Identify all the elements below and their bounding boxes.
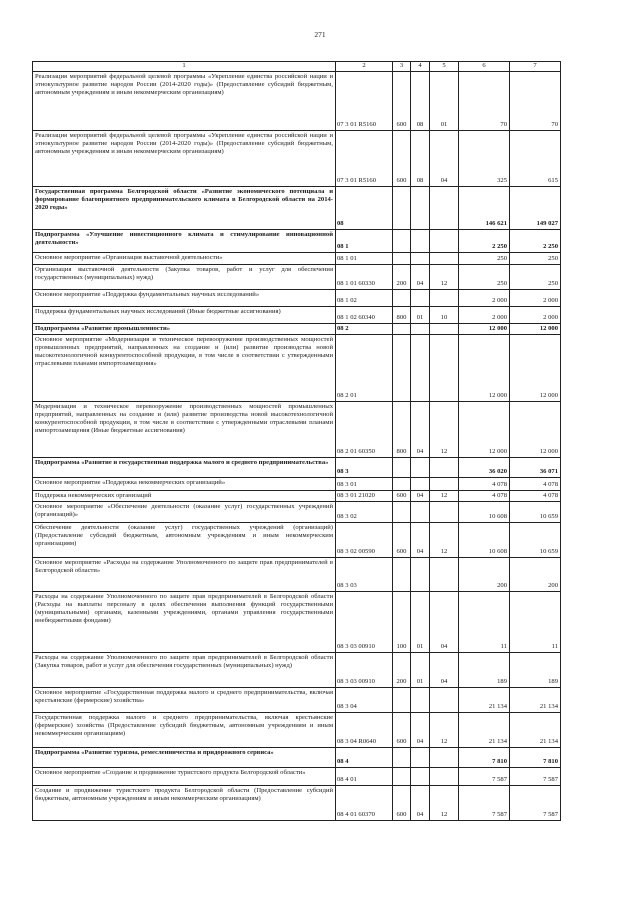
section — [411, 558, 430, 592]
section: 04 — [411, 786, 430, 821]
amount-year-1: 21 134 — [459, 713, 510, 748]
budget-code: 08 1 02 — [336, 290, 393, 307]
budget-code: 07 3 01 R5160 — [336, 72, 393, 131]
row-name: Реализация мероприятий федеральной целевой программы «Укрепление единства российской нации и этнокультурное развитие народов России (2014-2020 годы)» (Предоставление субсидий бюджетным, автономным учреждениям и иным некоммерческим организациям) — [33, 72, 336, 131]
expense-type — [393, 335, 411, 402]
section — [411, 230, 430, 253]
budget-code: 07 3 01 R5160 — [336, 131, 393, 187]
table-row — [33, 592, 561, 653]
amount-year-2: 21 134 — [510, 713, 561, 748]
row-name: Организация выставочной деятельности (Закупка товаров, работ и услуг для обеспечения государственных (муниципальных) нужд) — [33, 265, 336, 290]
subsection — [430, 324, 459, 335]
table-row — [33, 402, 561, 458]
expense-type — [393, 290, 411, 307]
page-number: 271 — [314, 30, 326, 39]
amount-year-2: 12 000 — [510, 402, 561, 458]
budget-code: 08 1 02 60340 — [336, 307, 393, 324]
section: 01 — [411, 653, 430, 688]
amount-year-2: 4 078 — [510, 478, 561, 491]
subsection — [430, 230, 459, 253]
amount-year-2: 189 — [510, 653, 561, 688]
expense-type: 600 — [393, 491, 411, 502]
amount-year-1: 36 020 — [459, 458, 510, 478]
amount-year-1: 2 250 — [459, 230, 510, 253]
subsection: 04 — [430, 653, 459, 688]
amount-year-1: 250 — [459, 265, 510, 290]
expense-type — [393, 502, 411, 523]
table-row — [33, 558, 561, 592]
expense-type — [393, 748, 411, 768]
amount-year-2: 149 027 — [510, 187, 561, 230]
amount-year-2: 2 000 — [510, 307, 561, 324]
section — [411, 253, 430, 265]
subsection — [430, 558, 459, 592]
amount-year-1: 70 — [459, 72, 510, 131]
budget-code: 08 3 — [336, 458, 393, 478]
budget-code: 08 2 01 — [336, 335, 393, 402]
amount-year-2: 2 000 — [510, 290, 561, 307]
table-row — [33, 458, 561, 478]
expense-type — [393, 458, 411, 478]
row-name: Основное мероприятие «Поддержка некоммерческих организаций» — [33, 478, 336, 491]
amount-year-1: 146 621 — [459, 187, 510, 230]
row-name: Подпрограмма «Развитие промышленности» — [33, 324, 336, 335]
amount-year-2: 7 587 — [510, 768, 561, 786]
table-row — [33, 653, 561, 688]
section — [411, 688, 430, 713]
row-name: Реализация мероприятий федеральной целевой программы «Укрепление единства российской нации и этнокультурное развитие народов России (2014-2020 годы)» (Предоставление субсидий бюджетным, автономным учреждениям и иным некоммерческим организациям) — [33, 131, 336, 187]
amount-year-1: 200 — [459, 558, 510, 592]
amount-year-2: 2 250 — [510, 230, 561, 253]
table-row — [33, 187, 561, 230]
row-name: Основное мероприятие «Организация выставочной деятельности» — [33, 253, 336, 265]
section: 01 — [411, 592, 430, 653]
expense-type: 600 — [393, 786, 411, 821]
expense-type — [393, 558, 411, 592]
amount-year-1: 11 — [459, 592, 510, 653]
section — [411, 502, 430, 523]
table-row — [33, 335, 561, 402]
subsection — [430, 688, 459, 713]
amount-year-1: 10 608 — [459, 502, 510, 523]
row-name: Создание и продвижение туристского продукта Белгородской области (Предоставление субсидий бюджетным, автономным учреждениям и иным некоммерческим организациям) — [33, 786, 336, 821]
budget-code: 08 4 — [336, 748, 393, 768]
column-header: 5 — [430, 62, 459, 72]
row-name: Расходы на содержание Уполномоченного по защите прав предпринимателей в Белгородской области (Закупка товаров, работ и услуг для обеспечения государственных (муниципальных) нужд) — [33, 653, 336, 688]
amount-year-1: 12 000 — [459, 335, 510, 402]
subsection: 12 — [430, 786, 459, 821]
amount-year-2: 4 078 — [510, 491, 561, 502]
row-name: Основное мероприятие «Создание и продвижение туристского продукта Белгородской области» — [33, 768, 336, 786]
amount-year-1: 7 587 — [459, 768, 510, 786]
subsection: 04 — [430, 131, 459, 187]
expense-type: 600 — [393, 713, 411, 748]
section — [411, 290, 430, 307]
subsection — [430, 253, 459, 265]
budget-code: 08 3 01 — [336, 478, 393, 491]
subsection: 12 — [430, 402, 459, 458]
amount-year-1: 325 — [459, 131, 510, 187]
subsection — [430, 502, 459, 523]
budget-code: 08 1 — [336, 230, 393, 253]
section: 04 — [411, 523, 430, 558]
subsection: 12 — [430, 713, 459, 748]
column-header: 3 — [393, 62, 411, 72]
table-row — [33, 478, 561, 491]
row-name: Подпрограмма «Развитие и государственная поддержка малого и среднего предпринимательства» — [33, 458, 336, 478]
amount-year-2: 7 587 — [510, 786, 561, 821]
amount-year-2: 21 134 — [510, 688, 561, 713]
section — [411, 748, 430, 768]
subsection: 10 — [430, 307, 459, 324]
row-name: Основное мероприятие «Расходы на содержание Уполномоченного по защите прав предпринимателей в Белгородской области» — [33, 558, 336, 592]
budget-code: 08 3 04 — [336, 688, 393, 713]
subsection: 01 — [430, 72, 459, 131]
section — [411, 478, 430, 491]
table-row — [33, 265, 561, 290]
expense-type: 800 — [393, 307, 411, 324]
subsection: 12 — [430, 523, 459, 558]
row-name: Подпрограмма «Развитие туризма, ремесленничества и придорожного сервиса» — [33, 748, 336, 768]
row-name: Основное мероприятие «Обеспечение деятельности (оказание услуг) государственных учреждений (организаций)» — [33, 502, 336, 523]
section: 01 — [411, 307, 430, 324]
section: 04 — [411, 713, 430, 748]
row-name: Государственная программа Белгородской области «Развитие экономического потенциала и формирование благоприятного предпринимательского климата в Белгородской области на 2014-2020 годы» — [33, 187, 336, 230]
section — [411, 768, 430, 786]
amount-year-2: 36 071 — [510, 458, 561, 478]
expense-type: 600 — [393, 72, 411, 131]
budget-table — [32, 61, 561, 821]
table-row — [33, 688, 561, 713]
row-name: Государственная поддержка малого и среднего предпринимательства, включая крестьянские (фермерские) хозяйства (Предоставление субсидий бюджетным, автономным учреждениям и иным некоммерческим организациям) — [33, 713, 336, 748]
budget-code: 08 4 01 — [336, 768, 393, 786]
row-name: Расходы на содержание Уполномоченного по защите прав предпринимателей в Белгородской области (Расходы на выплаты персоналу в целях обеспечения выполнения функций государственными (муниципальными) органами, казенными учреждениями, органами управления государственными внебюджетными фондами) — [33, 592, 336, 653]
table-row — [33, 748, 561, 768]
header-row — [33, 62, 561, 72]
column-header: 7 — [510, 62, 561, 72]
budget-code: 08 3 02 00590 — [336, 523, 393, 558]
subsection: 12 — [430, 265, 459, 290]
amount-year-2: 10 659 — [510, 523, 561, 558]
amount-year-1: 2 000 — [459, 307, 510, 324]
amount-year-1: 12 000 — [459, 402, 510, 458]
table-row — [33, 768, 561, 786]
section: 04 — [411, 402, 430, 458]
budget-code: 08 4 01 60370 — [336, 786, 393, 821]
budget-code: 08 2 — [336, 324, 393, 335]
amount-year-1: 12 000 — [459, 324, 510, 335]
expense-type: 200 — [393, 265, 411, 290]
table-row — [33, 786, 561, 821]
subsection — [430, 748, 459, 768]
budget-code: 08 2 01 60350 — [336, 402, 393, 458]
amount-year-1: 2 000 — [459, 290, 510, 307]
subsection — [430, 458, 459, 478]
amount-year-1: 7 810 — [459, 748, 510, 768]
amount-year-2: 7 810 — [510, 748, 561, 768]
expense-type — [393, 478, 411, 491]
budget-code: 08 3 01 21020 — [336, 491, 393, 502]
expense-type: 600 — [393, 131, 411, 187]
budget-code: 08 1 01 60330 — [336, 265, 393, 290]
budget-code: 08 3 03 00910 — [336, 653, 393, 688]
section — [411, 187, 430, 230]
expense-type — [393, 187, 411, 230]
subsection: 04 — [430, 592, 459, 653]
section — [411, 458, 430, 478]
amount-year-1: 7 587 — [459, 786, 510, 821]
section — [411, 324, 430, 335]
row-name: Подпрограмма «Улучшение инвестиционного климата и стимулирование инновационной деятельности» — [33, 230, 336, 253]
column-header: 6 — [459, 62, 510, 72]
table-row — [33, 72, 561, 131]
amount-year-1: 10 608 — [459, 523, 510, 558]
amount-year-1: 21 134 — [459, 688, 510, 713]
expense-type: 800 — [393, 402, 411, 458]
amount-year-1: 4 078 — [459, 491, 510, 502]
budget-code: 08 — [336, 187, 393, 230]
amount-year-2: 250 — [510, 253, 561, 265]
table-row — [33, 523, 561, 558]
amount-year-1: 250 — [459, 253, 510, 265]
expense-type — [393, 324, 411, 335]
expense-type — [393, 688, 411, 713]
amount-year-1: 4 078 — [459, 478, 510, 491]
subsection — [430, 768, 459, 786]
budget-code: 08 1 01 — [336, 253, 393, 265]
expense-type — [393, 253, 411, 265]
expense-type: 600 — [393, 523, 411, 558]
column-header: 4 — [411, 62, 430, 72]
budget-code: 08 3 03 00910 — [336, 592, 393, 653]
row-name: Поддержка некоммерческих организаций — [33, 491, 336, 502]
budget-code: 08 3 02 — [336, 502, 393, 523]
amount-year-2: 12 000 — [510, 335, 561, 402]
section: 04 — [411, 491, 430, 502]
expense-type — [393, 768, 411, 786]
expense-type — [393, 230, 411, 253]
row-name: Основное мероприятие «Поддержка фундаментальных научных исследований» — [33, 290, 336, 307]
budget-code: 08 3 04 R0640 — [336, 713, 393, 748]
amount-year-2: 70 — [510, 72, 561, 131]
subsection — [430, 187, 459, 230]
table-row — [33, 491, 561, 502]
table-row — [33, 324, 561, 335]
row-name: Основное мероприятие «Государственная поддержка малого и среднего предпринимательства, включая крестьянские (фермерские) хозяйства» — [33, 688, 336, 713]
section: 04 — [411, 265, 430, 290]
subsection: 12 — [430, 491, 459, 502]
subsection — [430, 290, 459, 307]
subsection — [430, 478, 459, 491]
budget-code: 08 3 03 — [336, 558, 393, 592]
expense-type: 100 — [393, 592, 411, 653]
table-row — [33, 253, 561, 265]
row-name: Модернизация и техническое перевооружение производственных мощностей промышленных предприятий, направленных на создание и (или) развитие производства новой высокотехнологичной конкурентоспособной продукции, в том числе в соответствии с утвержденными отраслевыми планами импортозамещения (Иные бюджетные ассигнования) — [33, 402, 336, 458]
table-row — [33, 131, 561, 187]
expense-type: 200 — [393, 653, 411, 688]
subsection — [430, 335, 459, 402]
row-name: Поддержка фундаментальных научных исследований (Иные бюджетные ассигнования) — [33, 307, 336, 324]
amount-year-2: 200 — [510, 558, 561, 592]
row-name: Основное мероприятие «Модернизация и техническое перевооружение производственных мощностей промышленных предприятий, направленных на создание и (или) развитие производства новой высокотехнологичной конкурентоспособной продукции, в том числе в соответствии с утвержденными отраслевыми планами импортозамещения» — [33, 335, 336, 402]
amount-year-2: 250 — [510, 265, 561, 290]
column-header: 1 — [33, 62, 336, 72]
table-row — [33, 230, 561, 253]
section: 08 — [411, 72, 430, 131]
table-row — [33, 713, 561, 748]
amount-year-2: 12 000 — [510, 324, 561, 335]
row-name: Обеспечение деятельности (оказание услуг) государственных учреждений (организаций) (Предоставление субсидий бюджетным, автономным учреждениям и иным некоммерческим организациям) — [33, 523, 336, 558]
column-header: 2 — [336, 62, 393, 72]
amount-year-2: 11 — [510, 592, 561, 653]
section: 08 — [411, 131, 430, 187]
amount-year-2: 615 — [510, 131, 561, 187]
table-row — [33, 290, 561, 307]
amount-year-1: 189 — [459, 653, 510, 688]
table-row — [33, 502, 561, 523]
table-row — [33, 307, 561, 324]
section — [411, 335, 430, 402]
amount-year-2: 10 659 — [510, 502, 561, 523]
